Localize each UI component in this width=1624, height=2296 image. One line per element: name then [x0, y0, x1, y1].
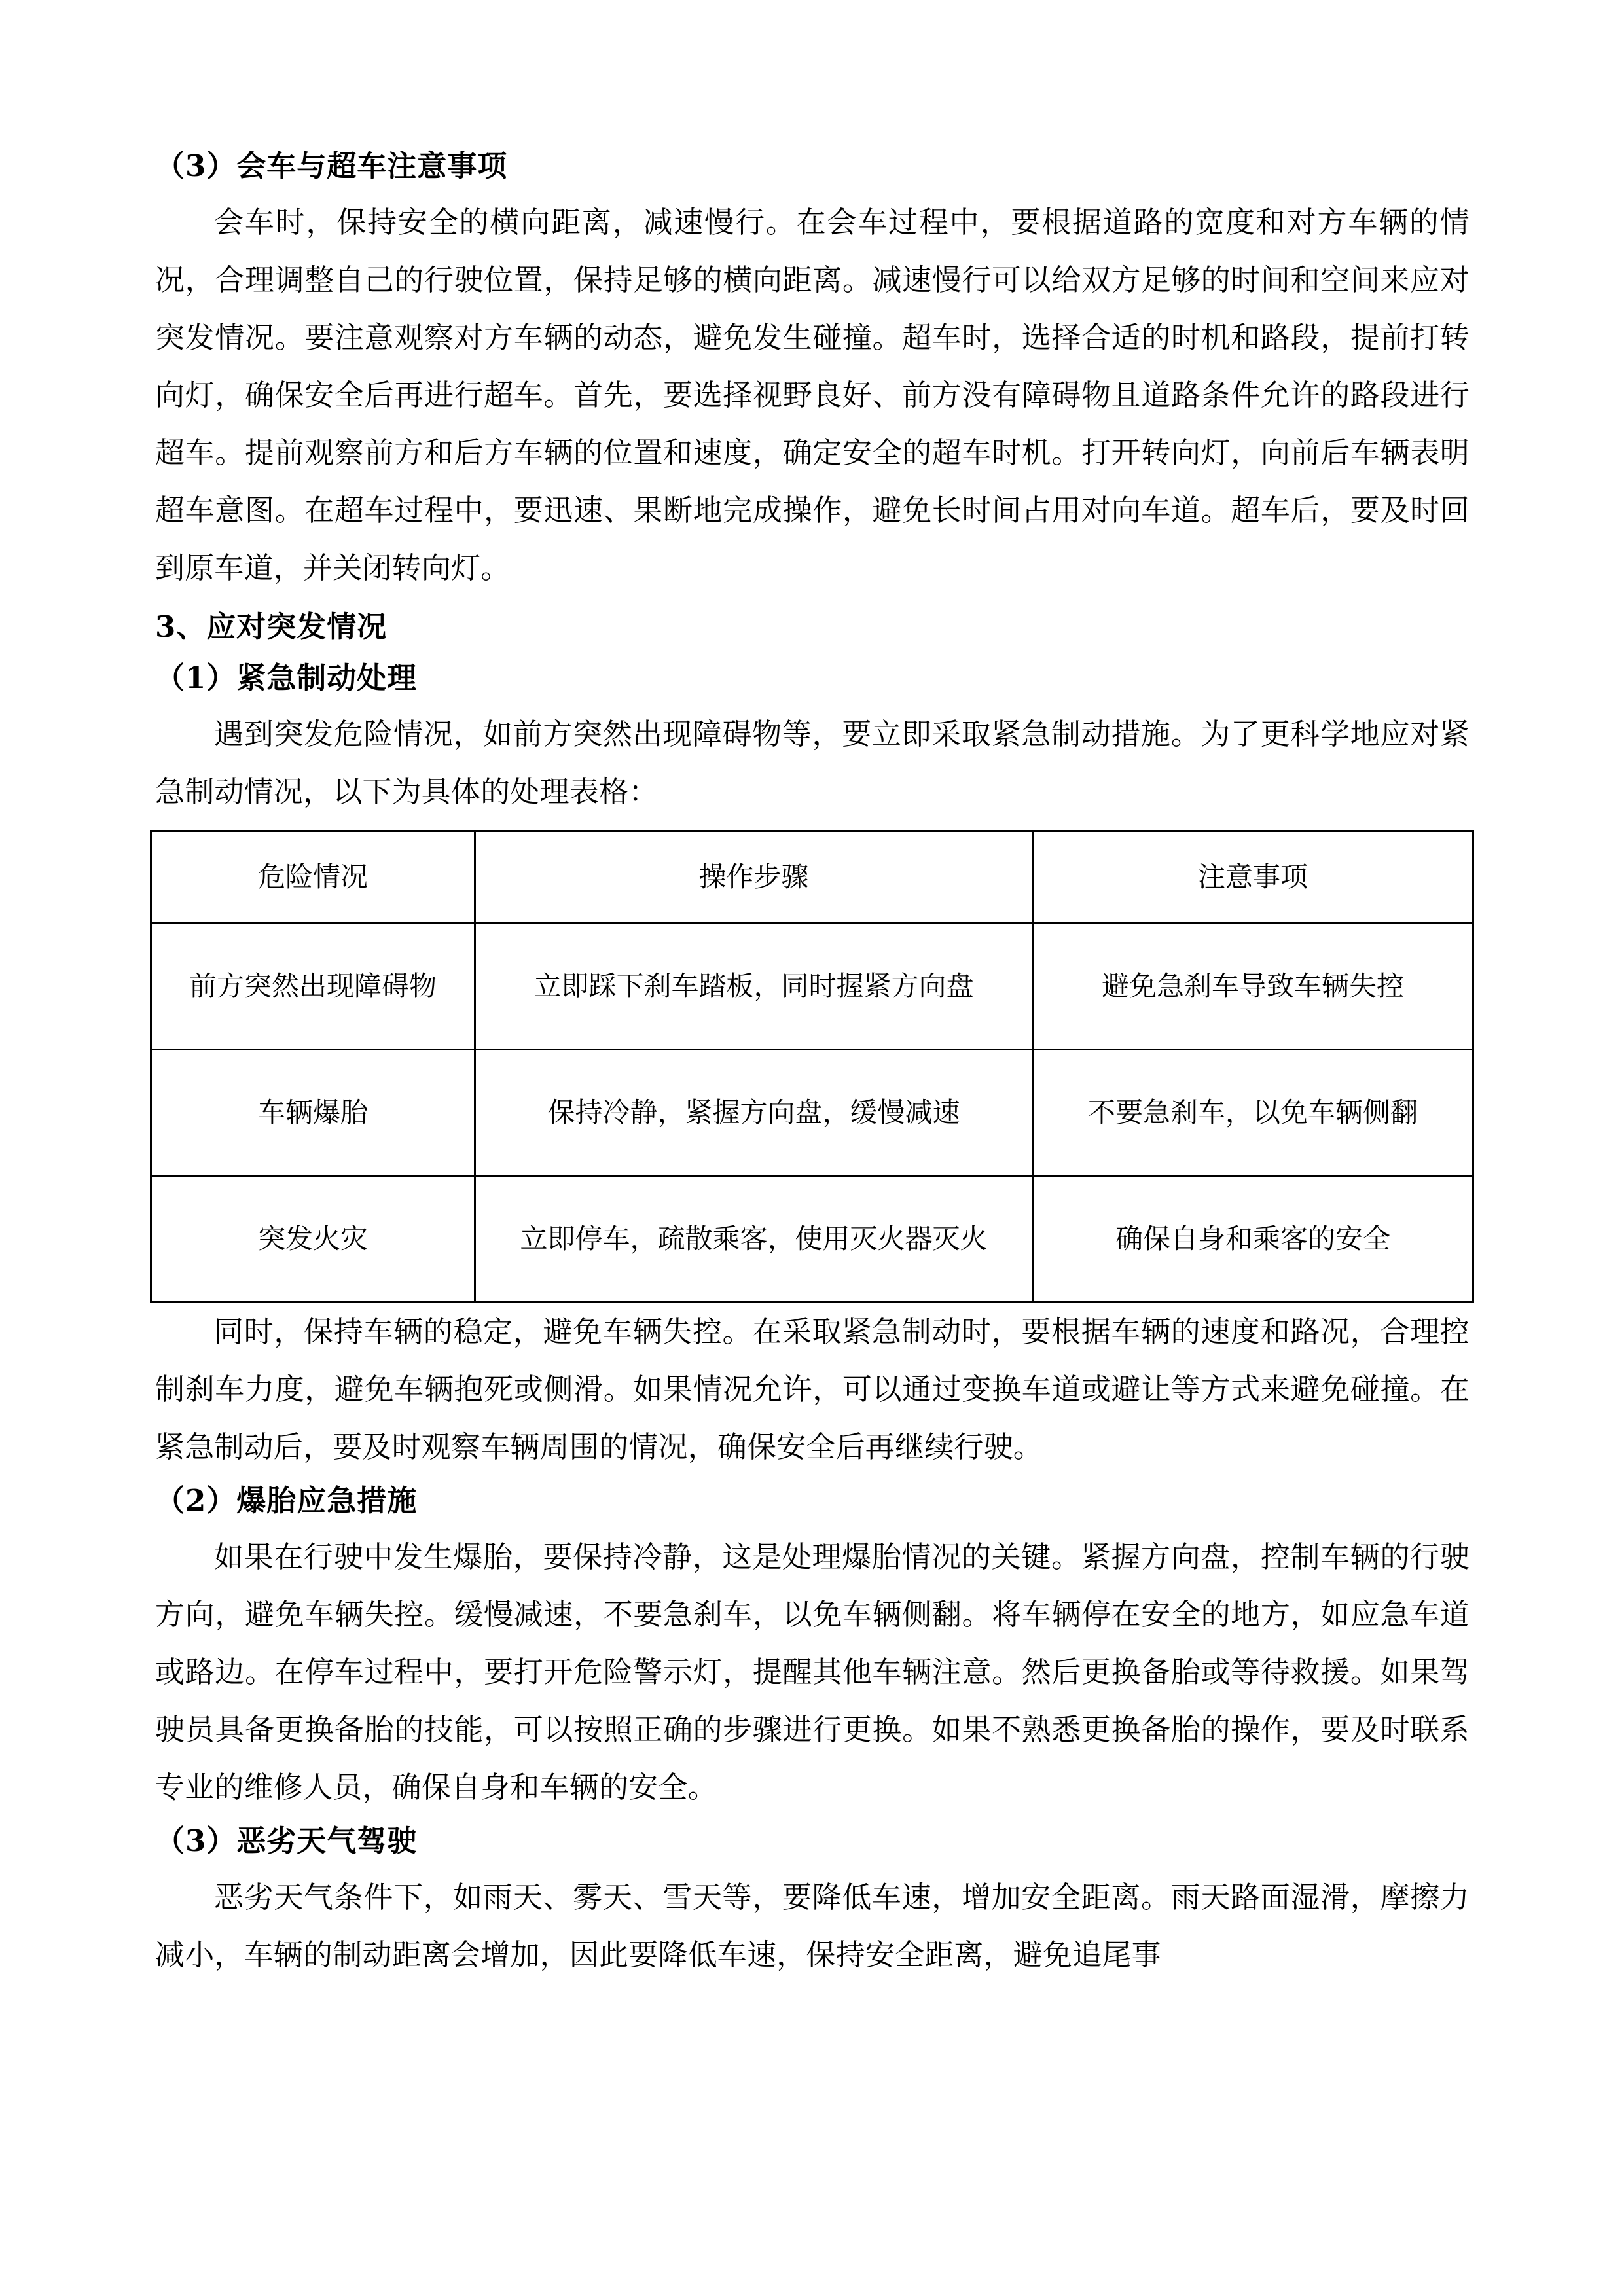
paragraph-bad-weather: 恶劣天气条件下，如雨天、雾天、雪天等，要降低车速，增加安全距离。雨天路面湿滑，摩擦力减小，车辆的制动距离会增加，因此要降低车速，保持安全距离，避免追尾事 — [155, 1880, 1470, 1972]
table-head — [151, 831, 1473, 924]
column-header-notes: 注意事项 — [1033, 831, 1473, 924]
paragraph-meeting-overtaking: 会车时，保持安全的横向距离，减速慢行。在会车过程中，要根据道路的宽度和对方车辆的情况，合理调整自己的行驶位置，保持足够的横向距离。减速慢行可以给双方足够的时间和空间来应对突发情况。要注意观察对方车辆的动态，避免发生碰撞。超车时，选择合适的时机和路段，提前打转向灯，确保安全后再进行超车。首先，要选择视野良好、前方没有障碍物且道路条件允许的路段进行超车。提前观察前方和后方车辆的位置和速度，确定安全的超车时机。打开转向灯，向前后车辆表明超车意图。在超车过程中，要迅速、果断地完成操作，避免长时间占用对向车道。超车后，要及时回到原车道，并关闭转向灯。 — [155, 205, 1470, 585]
cell-notes: 不要急刹车，以免车辆侧翻 — [1033, 1050, 1473, 1176]
column-header-steps: 操作步骤 — [475, 831, 1033, 924]
table-row — [151, 1176, 1473, 1302]
heading-emergency-section: 3、应对突发情况 — [155, 609, 388, 644]
cell-steps: 立即停车，疏散乘客，使用灭火器灭火 — [475, 1176, 1033, 1302]
cell-notes: 确保自身和乘客的安全 — [1033, 1176, 1473, 1302]
cell-situation: 车辆爆胎 — [151, 1050, 475, 1176]
table-body — [151, 924, 1473, 1302]
emergency-table-wrapper — [150, 830, 1472, 1303]
heading-tire-blowout: （2）爆胎应急措施 — [155, 1483, 418, 1518]
cell-notes: 避免急刹车导致车辆失控 — [1033, 924, 1473, 1050]
heading-emergency-braking: （1）紧急制动处理 — [155, 660, 418, 695]
heading-bad-weather: （3）恶劣天气驾驶 — [155, 1823, 418, 1858]
cell-situation: 前方突然出现障碍物 — [151, 924, 475, 1050]
cell-steps: 保持冷静，紧握方向盘，缓慢减速 — [475, 1050, 1033, 1176]
table-row — [151, 924, 1473, 1050]
paragraph-before-table: 遇到突发危险情况，如前方突然出现障碍物等，要立即采取紧急制动措施。为了更科学地应对紧急制动情况，以下为具体的处理表格： — [155, 717, 1470, 809]
paragraph-after-table: 同时，保持车辆的稳定，避免车辆失控。在采取紧急制动时，要根据车辆的速度和路况，合理控制刹车力度，避免车辆抱死或侧滑。如果情况允许，可以通过变换车道或避让等方式来避免碰撞。在紧急制动后，要及时观察车辆周围的情况，确保安全后再继续行驶。 — [155, 1314, 1470, 1464]
column-header-situation: 危险情况 — [151, 831, 475, 924]
table-row — [151, 1050, 1473, 1176]
paragraph-tire-blowout: 如果在行驶中发生爆胎，要保持冷静，这是处理爆胎情况的关键。紧握方向盘，控制车辆的行驶方向，避免车辆失控。缓慢减速，不要急刹车，以免车辆侧翻。将车辆停在安全的地方，如应急车道或路边。在停车过程中，要打开危险警示灯，提醒其他车辆注意。然后更换备胎或等待救援。如果驾驶员具备更换备胎的技能，可以按照正确的步骤进行更换。如果不熟悉更换备胎的操作，要及时联系专业的维修人员，确保自身和车辆的安全。 — [155, 1539, 1470, 1804]
heading-meeting-overtaking: （3）会车与超车注意事项 — [155, 149, 508, 183]
cell-steps: 立即踩下刹车踏板，同时握紧方向盘 — [475, 924, 1033, 1050]
cell-situation: 突发火灾 — [151, 1176, 475, 1302]
emergency-handling-table — [150, 830, 1474, 1303]
table-header-row — [151, 831, 1473, 924]
document-content — [155, 143, 1470, 1984]
